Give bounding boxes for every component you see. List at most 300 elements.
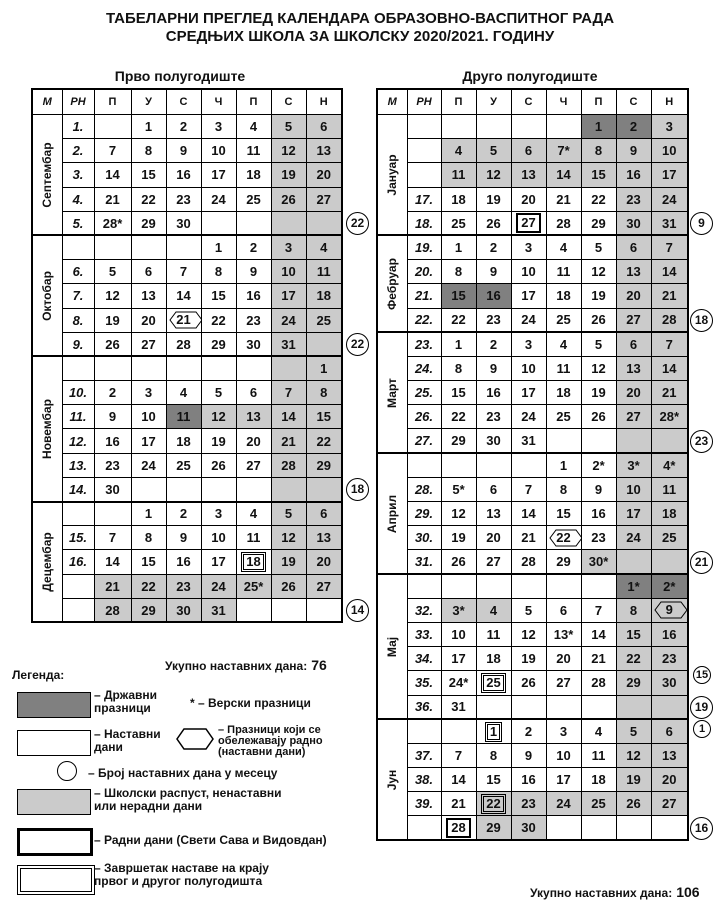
day-cell: 13 <box>306 526 342 550</box>
day-cell: 20 <box>236 429 271 453</box>
day-cell: 3 <box>201 502 236 526</box>
day-cell: 6 <box>306 115 342 139</box>
day-cell: 15 <box>306 405 342 429</box>
day-cell: 16 <box>476 284 511 308</box>
day-cell: 30 <box>166 211 201 235</box>
day-cell: 22 <box>306 429 342 453</box>
day-cell: 13 <box>306 139 342 163</box>
day-cell: 21 <box>271 429 306 453</box>
day-cell: 22 <box>581 187 616 211</box>
day-cell: 29 <box>201 332 236 356</box>
day-cell <box>441 574 476 598</box>
day-cell: 22 <box>131 574 166 598</box>
day-cell: 2* <box>581 453 616 477</box>
week-number: 11. <box>62 405 94 429</box>
week-row <box>377 622 688 646</box>
week-row <box>32 139 342 163</box>
day-cell: 2 <box>511 719 546 743</box>
week-number <box>407 719 441 743</box>
day-cell: 25 <box>651 526 688 550</box>
day-cell: 2 <box>236 235 271 259</box>
day-cell: 9 <box>166 139 201 163</box>
header-7: С <box>616 89 651 115</box>
day-cell: 6 <box>546 598 581 622</box>
month-label: Јануар <box>377 115 407 236</box>
day-cell: 11 <box>236 526 271 550</box>
day-cell: 10 <box>441 622 476 646</box>
day-cell <box>236 356 271 380</box>
week-row <box>32 235 342 259</box>
week-number: 24. <box>407 356 441 380</box>
day-cell: 25 <box>546 308 581 332</box>
week-row <box>377 187 688 211</box>
day-cell: 5 <box>271 502 306 526</box>
day-cell: 28 <box>511 550 546 574</box>
day-cell: 15 <box>546 502 581 526</box>
day-cell: 15 <box>441 284 476 308</box>
day-cell <box>546 695 581 719</box>
day-cell: 18 <box>236 163 271 187</box>
week-number: 12. <box>62 429 94 453</box>
day-cell: 13 <box>236 405 271 429</box>
day-cell <box>476 695 511 719</box>
day-cell: 14 <box>166 284 201 308</box>
week-number: 19. <box>407 235 441 259</box>
day-cell <box>616 429 651 453</box>
week-row <box>32 405 342 429</box>
week-number: 33. <box>407 622 441 646</box>
day-cell: 4 <box>546 235 581 259</box>
day-cell: 17 <box>271 284 306 308</box>
day-cell: 17 <box>201 550 236 574</box>
week-row <box>377 260 688 284</box>
week-row <box>377 574 688 598</box>
day-cell <box>94 356 131 380</box>
day-cell: 10 <box>201 526 236 550</box>
header-6: П <box>236 89 271 115</box>
header-3: У <box>476 89 511 115</box>
day-cell: 17 <box>131 429 166 453</box>
day-cell: 4 <box>546 332 581 356</box>
day-cell: 19 <box>201 429 236 453</box>
day-cell: 30 <box>511 816 546 840</box>
day-cell: 9 <box>166 526 201 550</box>
header-4: С <box>166 89 201 115</box>
day-cell: 24 <box>651 187 688 211</box>
day-cell: 18 <box>306 284 342 308</box>
day-cell: 15 <box>201 284 236 308</box>
week-number: 6. <box>62 260 94 284</box>
week-number: 7. <box>62 284 94 308</box>
day-cell: 25 <box>306 308 342 332</box>
day-cell <box>476 453 511 477</box>
day-cell <box>546 816 581 840</box>
week-row <box>32 453 342 477</box>
day-cell: 9 <box>94 405 131 429</box>
day-cell <box>166 235 201 259</box>
day-cell: 26 <box>511 671 546 695</box>
week-row <box>377 381 688 405</box>
day-cell: 22 <box>476 792 511 816</box>
day-cell: 3 <box>546 719 581 743</box>
day-cell: 5 <box>581 332 616 356</box>
legend-teaching-days: – Наставни дани <box>94 727 161 754</box>
day-cell: 13 <box>616 356 651 380</box>
day-cell: 4 <box>306 235 342 259</box>
day-cell: 14 <box>546 163 581 187</box>
day-cell: 24 <box>511 405 546 429</box>
day-cell <box>581 429 616 453</box>
day-cell <box>166 356 201 380</box>
day-cell: 29 <box>306 453 342 477</box>
week-row <box>32 308 342 332</box>
day-cell: 22 <box>131 187 166 211</box>
week-row <box>32 477 342 501</box>
legend-title: Легенда: <box>12 668 65 682</box>
day-cell: 2 <box>166 115 201 139</box>
day-cell: 18 <box>546 381 581 405</box>
week-row <box>377 671 688 695</box>
week-row <box>377 502 688 526</box>
header-0: М <box>32 89 62 115</box>
day-cell: 12 <box>271 526 306 550</box>
month-days-count: 21 <box>690 551 713 574</box>
day-cell: 23 <box>476 405 511 429</box>
day-cell <box>201 356 236 380</box>
day-cell: 26 <box>271 574 306 598</box>
day-cell: 2 <box>476 235 511 259</box>
legend-marked-holidays: – Празници који се обележавају радно (наставни дани) <box>218 724 323 758</box>
day-cell: 8 <box>616 598 651 622</box>
day-cell: 4 <box>476 598 511 622</box>
month-days-count: 16 <box>690 817 713 840</box>
day-cell: 28 <box>441 816 476 840</box>
day-cell: 12 <box>616 743 651 767</box>
day-cell: 16 <box>616 163 651 187</box>
day-cell: 10 <box>616 477 651 501</box>
week-number <box>407 115 441 139</box>
day-cell: 8 <box>131 139 166 163</box>
day-cell: 24 <box>201 574 236 598</box>
day-cell: 21 <box>546 187 581 211</box>
day-cell: 13 <box>616 260 651 284</box>
day-cell <box>236 598 271 622</box>
week-number <box>407 163 441 187</box>
week-number <box>62 356 94 380</box>
day-cell <box>616 550 651 574</box>
page-title-line2: СРЕДЊИХ ШКОЛА ЗА ШКОЛСКУ 2020/2021. ГОДИНУ <box>165 28 555 45</box>
day-cell <box>616 816 651 840</box>
page-title-line1: ТАБЕЛАРНИ ПРЕГЛЕД КАЛЕНДАРА ОБРАЗОВНО-ВАСПИТНОГ РАДА <box>105 10 615 27</box>
day-cell: 27 <box>616 308 651 332</box>
day-cell: 7 <box>511 477 546 501</box>
day-cell: 28 <box>166 332 201 356</box>
day-cell: 10 <box>651 139 688 163</box>
day-cell: 17 <box>546 768 581 792</box>
day-cell: 23 <box>511 792 546 816</box>
day-cell <box>306 477 342 501</box>
day-cell: 3* <box>616 453 651 477</box>
day-cell: 27 <box>131 332 166 356</box>
day-cell: 8 <box>441 356 476 380</box>
day-cell: 22 <box>546 526 581 550</box>
day-cell: 9 <box>236 260 271 284</box>
day-cell: 11 <box>166 405 201 429</box>
day-cell: 29 <box>131 598 166 622</box>
day-cell <box>616 695 651 719</box>
week-number <box>407 453 441 477</box>
day-cell: 22 <box>441 308 476 332</box>
week-number: 32. <box>407 598 441 622</box>
day-cell: 9 <box>581 477 616 501</box>
day-cell: 1 <box>201 235 236 259</box>
day-cell: 30 <box>166 598 201 622</box>
day-cell: 20 <box>616 284 651 308</box>
day-cell: 13 <box>131 284 166 308</box>
day-cell: 23 <box>581 526 616 550</box>
week-number: 30. <box>407 526 441 550</box>
week-row <box>32 115 342 139</box>
day-cell: 23 <box>236 308 271 332</box>
day-cell: 2 <box>94 381 131 405</box>
week-number: 26. <box>407 405 441 429</box>
day-cell: 5 <box>511 598 546 622</box>
legend-days-count: – Број наставних дана у месецу <box>88 766 278 780</box>
legend-end-term: – Завршетак наставе на крају првог и другог полугодишта <box>94 861 269 888</box>
month-label: Септембар <box>32 115 62 236</box>
day-cell: 1 <box>441 332 476 356</box>
day-cell: 28 <box>651 308 688 332</box>
day-cell: 17 <box>511 381 546 405</box>
week-row <box>32 502 342 526</box>
day-cell: 23 <box>651 647 688 671</box>
day-cell: 6 <box>616 332 651 356</box>
day-cell: 18 <box>651 502 688 526</box>
day-cell: 7 <box>581 598 616 622</box>
day-cell: 24 <box>271 308 306 332</box>
week-number <box>62 574 94 598</box>
day-cell: 21 <box>94 187 131 211</box>
day-cell: 22 <box>616 647 651 671</box>
day-cell: 28 <box>581 671 616 695</box>
month-label: Мај <box>377 574 407 719</box>
day-cell: 23 <box>616 187 651 211</box>
day-cell: 3 <box>271 235 306 259</box>
week-number: 31. <box>407 550 441 574</box>
header-5: Ч <box>201 89 236 115</box>
week-number <box>407 816 441 840</box>
day-cell <box>131 235 166 259</box>
day-cell: 31 <box>441 695 476 719</box>
day-cell <box>581 816 616 840</box>
week-row <box>32 526 342 550</box>
day-cell: 13 <box>651 743 688 767</box>
day-cell <box>581 695 616 719</box>
day-cell: 15 <box>616 622 651 646</box>
day-cell: 8 <box>476 743 511 767</box>
day-cell: 2* <box>651 574 688 598</box>
day-cell <box>476 115 511 139</box>
week-row <box>32 332 342 356</box>
week-row <box>32 356 342 380</box>
day-cell <box>201 211 236 235</box>
week-number <box>62 598 94 622</box>
day-cell: 29 <box>131 211 166 235</box>
day-cell: 16 <box>511 768 546 792</box>
week-number <box>407 574 441 598</box>
week-row <box>32 574 342 598</box>
legend-circle-swatch <box>57 761 77 781</box>
day-cell: 1 <box>581 115 616 139</box>
day-cell: 29 <box>476 816 511 840</box>
week-row <box>377 453 688 477</box>
day-cell: 11 <box>306 260 342 284</box>
day-cell: 29 <box>581 211 616 235</box>
day-cell: 15 <box>131 163 166 187</box>
day-cell: 25 <box>166 453 201 477</box>
day-cell <box>271 598 306 622</box>
week-number: 9. <box>62 332 94 356</box>
day-cell: 24 <box>616 526 651 550</box>
week-number: 14. <box>62 477 94 501</box>
day-cell: 15 <box>476 768 511 792</box>
week-row <box>32 598 342 622</box>
day-cell <box>201 477 236 501</box>
week-row <box>32 187 342 211</box>
day-cell: 26 <box>581 308 616 332</box>
day-cell <box>94 115 131 139</box>
day-cell: 23 <box>166 574 201 598</box>
day-cell: 26 <box>271 187 306 211</box>
day-cell: 18 <box>476 647 511 671</box>
day-cell: 24 <box>546 792 581 816</box>
legend-religious: * – Верски празници <box>190 696 311 710</box>
day-cell: 11 <box>581 743 616 767</box>
second-semester-table <box>376 88 689 841</box>
day-cell: 23 <box>166 187 201 211</box>
day-cell: 5 <box>581 235 616 259</box>
first-semester-title: Прво полугодиште <box>114 68 246 84</box>
day-cell: 15 <box>131 550 166 574</box>
day-cell: 5* <box>441 477 476 501</box>
day-cell: 24 <box>511 308 546 332</box>
week-row <box>32 381 342 405</box>
day-cell: 28* <box>651 405 688 429</box>
day-cell <box>511 574 546 598</box>
week-row <box>32 550 342 574</box>
day-cell: 14 <box>581 622 616 646</box>
day-cell: 30 <box>616 211 651 235</box>
first-total: Укупно наставних дана: 76 <box>165 657 327 673</box>
week-number: 5. <box>62 211 94 235</box>
day-cell <box>511 115 546 139</box>
day-cell: 23 <box>94 453 131 477</box>
day-cell: 7* <box>546 139 581 163</box>
day-cell: 7 <box>94 526 131 550</box>
day-cell: 7 <box>166 260 201 284</box>
header-8: Н <box>651 89 688 115</box>
day-cell: 31 <box>271 332 306 356</box>
week-number: 34. <box>407 647 441 671</box>
day-cell: 14 <box>651 356 688 380</box>
day-cell: 3 <box>651 115 688 139</box>
day-cell: 6 <box>236 381 271 405</box>
header-0: М <box>377 89 407 115</box>
day-cell: 1 <box>131 502 166 526</box>
legend-teaching-swatch <box>17 730 91 756</box>
month-days-count: 15 <box>693 666 711 684</box>
day-cell <box>271 356 306 380</box>
month-days-count: 9 <box>690 212 713 235</box>
legend-working-days: – Радни дани (Свети Сава и Видовдан) <box>94 833 327 847</box>
week-row <box>377 284 688 308</box>
day-cell: 3 <box>511 332 546 356</box>
day-cell <box>546 115 581 139</box>
day-cell: 12 <box>441 502 476 526</box>
day-cell: 29 <box>616 671 651 695</box>
day-cell: 26 <box>94 332 131 356</box>
day-cell: 27 <box>306 187 342 211</box>
day-cell <box>236 477 271 501</box>
day-cell: 19 <box>616 768 651 792</box>
week-row <box>377 139 688 163</box>
week-number: 2. <box>62 139 94 163</box>
day-cell: 17 <box>511 284 546 308</box>
day-cell: 20 <box>616 381 651 405</box>
day-cell: 27 <box>616 405 651 429</box>
day-cell: 20 <box>511 187 546 211</box>
week-number: 4. <box>62 187 94 211</box>
day-cell: 26 <box>476 211 511 235</box>
month-label: Фебруар <box>377 235 407 332</box>
day-cell <box>441 453 476 477</box>
day-cell <box>306 598 342 622</box>
day-cell: 7 <box>441 743 476 767</box>
day-cell: 21 <box>651 381 688 405</box>
day-cell: 19 <box>271 550 306 574</box>
legend-state-holiday-swatch <box>17 692 91 718</box>
week-number: 21. <box>407 284 441 308</box>
day-cell: 18 <box>441 187 476 211</box>
week-row <box>377 550 688 574</box>
month-days-count: 22 <box>346 333 369 356</box>
week-number: 13. <box>62 453 94 477</box>
month-days-count: 23 <box>690 430 713 453</box>
day-cell: 17 <box>616 502 651 526</box>
day-cell: 15 <box>441 381 476 405</box>
day-cell: 11 <box>651 477 688 501</box>
day-cell: 6 <box>476 477 511 501</box>
day-cell: 9 <box>616 139 651 163</box>
day-cell: 28 <box>271 453 306 477</box>
day-cell: 24 <box>131 453 166 477</box>
day-cell <box>94 235 131 259</box>
day-cell: 16 <box>581 502 616 526</box>
day-cell: 27 <box>306 574 342 598</box>
day-cell: 16 <box>94 429 131 453</box>
month-label: Март <box>377 332 407 453</box>
week-number: 22. <box>407 308 441 332</box>
week-number: 27. <box>407 429 441 453</box>
week-row <box>377 235 688 259</box>
week-number: 37. <box>407 743 441 767</box>
week-row <box>32 163 342 187</box>
week-number <box>407 139 441 163</box>
day-cell: 15 <box>581 163 616 187</box>
day-cell: 27 <box>651 792 688 816</box>
day-cell: 25 <box>546 405 581 429</box>
day-cell <box>581 574 616 598</box>
